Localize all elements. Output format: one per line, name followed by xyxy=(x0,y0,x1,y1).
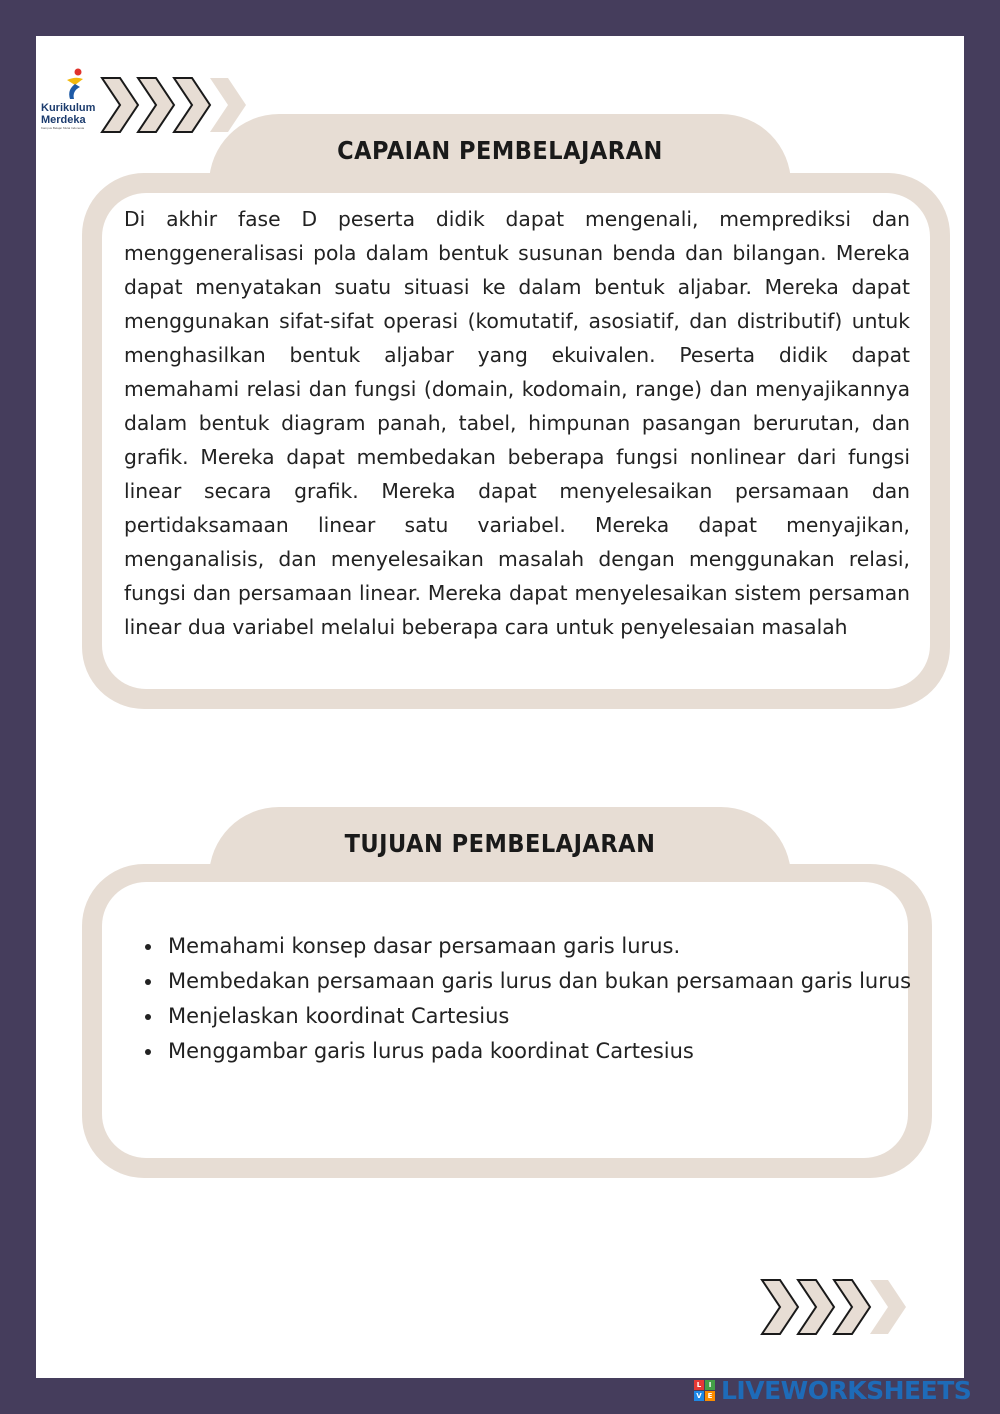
logo-name xyxy=(41,102,95,126)
liveworksheets-watermark xyxy=(694,1375,972,1405)
decorative-chevrons-bottom xyxy=(758,1276,908,1338)
worksheet-page xyxy=(36,36,964,1378)
chevron-arrow-icon xyxy=(102,78,246,132)
logo-tagline: Kampus Belajar Mulai Indonesia xyxy=(41,126,85,130)
capaian-title: CAPAIAN PEMBELAJARAN xyxy=(337,136,663,165)
logo-name-line1: Kurikulum xyxy=(41,102,96,114)
capaian-paragraph: Di akhir fase D peserta didik dapat mengenali, memprediksi dan menggeneralisasi pola dalam bentuk susunan benda dan bilangan. Mereka dapat menyatakan suatu situasi ke dalam bentuk aljabar. Mereka dapat menggunakan sifat-sifat operasi (komutatif, asosiatif, dan distributif) untuk menghasilkan bentuk aljabar yang ekuivalen. Peserta didik dapat memahami relasi dan fungsi (domain, kodomain, range) dan menyajikannya dalam bentuk diagram panah, tabel, himpunan pasangan berurutan, dan grafik. Mereka dapat membedakan beberapa fungsi nonlinear dari fungsi linear secara grafik. Mereka dapat menyelesaikan persamaan dan pertidaksamaan linear satu variabel. Mereka dapat menyajikan, menganalisis, dan menyelesaikan masalah dengan menggunakan relasi, fungsi dan persamaan linear. Mereka dapat menyelesaikan sistem persaman linear dua variabel melalui beberapa cara untuk penyelesaian masalah xyxy=(124,207,910,639)
badge-letter: E xyxy=(705,1391,715,1401)
list-item: • Memahami konsep dasar persamaan garis lurus. xyxy=(164,929,922,964)
logo-name-line2: Merdeka xyxy=(41,114,86,126)
chevron-arrow-icon xyxy=(762,1280,906,1334)
tujuan-title: TUJUAN PEMBELAJARAN xyxy=(344,829,656,858)
liveworksheets-badge-icon xyxy=(694,1380,715,1401)
list-item: • Menggambar garis lurus pada koordinat Cartesius xyxy=(164,1034,922,1069)
tujuan-list xyxy=(140,929,922,1069)
liveworksheets-text: LIVEWORKSHEETS xyxy=(721,1375,972,1405)
list-item: • Membedakan persamaan garis lurus dan bukan persamaan garis lurus xyxy=(164,964,922,999)
merdeka-figure-icon xyxy=(61,68,91,100)
list-item: • Menjelaskan koordinat Cartesius xyxy=(164,999,922,1034)
badge-letter: V xyxy=(694,1391,704,1401)
decorative-chevrons-top xyxy=(98,74,248,136)
badge-letter: I xyxy=(705,1380,715,1390)
badge-letter: L xyxy=(694,1380,704,1390)
